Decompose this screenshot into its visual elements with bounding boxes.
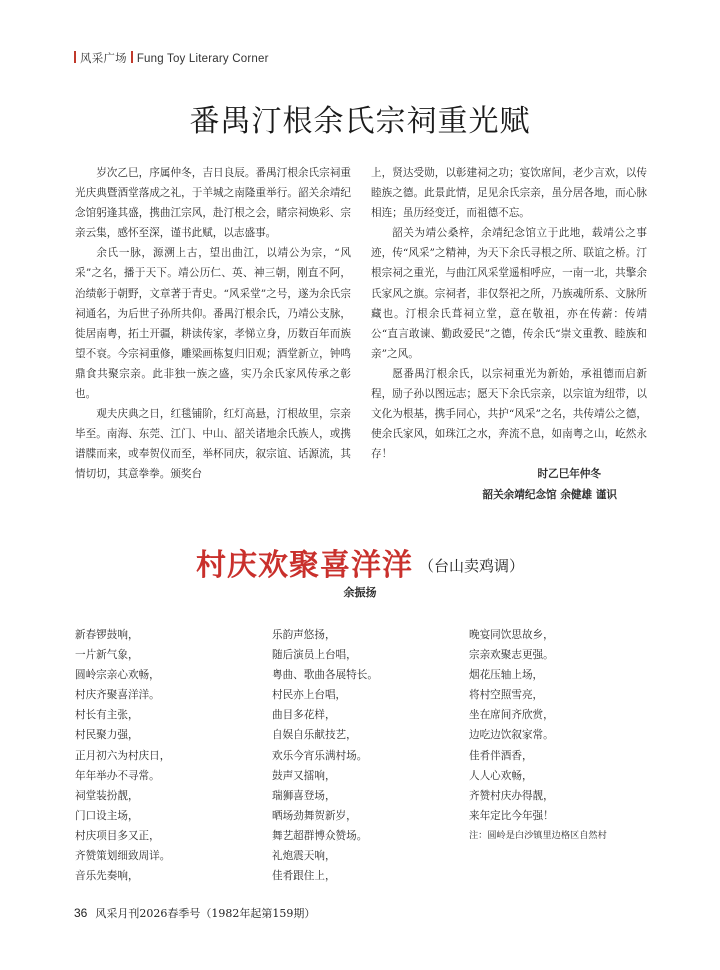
poem-line: 门口设主场，: [75, 809, 139, 822]
poem-line: 村民亦上台唱，: [272, 689, 347, 702]
poem-line: 边吃边饮叙家常。: [469, 729, 554, 742]
poem-line: 粤曲、歌曲各展特长。: [272, 669, 378, 682]
poem-title-block: [0, 540, 720, 584]
poem-line: 礼炮震天响，: [272, 850, 336, 863]
poem-line: 人人心欢畅，: [469, 769, 533, 782]
header-divider-bar: [131, 51, 133, 63]
paragraph: 岁次乙巳，序属仲冬，吉日良辰。番禺汀根余氏宗祠重光庆典暨酒堂落成之礼，于羊城之南隆重举行。韶关余靖纪念馆躬逢其盛，携曲江宗风，赴汀根之会，睹宗祠焕彩、宗亲云集，感怀至深，谨书此赋，以志盛事。: [75, 167, 351, 240]
article-date: 时乙巳年仲冬: [537, 468, 601, 481]
article-right-column: [371, 163, 647, 505]
poem-line: 舞艺超群博众赞场。: [272, 829, 368, 842]
paragraph: 愿番禺汀根余氏，以宗祠重光为新始，承祖德而启新程，励子孙以图远志；愿天下余氏宗亲，以宗谊为纽带，以文化为根基，携手同心，共护“风采”之名，共传靖公之德，使余氏家风，如珠江之水，奔流不息，如南粤之山，屹然永存！: [371, 367, 647, 461]
poem-line: 坐在席间齐欣赏，: [469, 709, 554, 722]
poem-line: 村民聚力强，: [75, 729, 139, 742]
poem-line: 村长有主张，: [75, 709, 139, 722]
poem-line: 随后演员上台唱，: [272, 649, 357, 662]
poem-line: 齐赞策划细致周详。: [75, 850, 171, 863]
poem-line: 圆岭宗亲心欢畅，: [75, 669, 160, 682]
poem-line: 来年定比今年强！: [469, 809, 554, 822]
paragraph: 观夫庆典之日，红毯铺阶，红灯高悬，汀根故里，宗亲毕至。南海、东莞、江门、中山、韶关诸地余氏族人，或携谱牒而来，或奉贺仪而至，举杯同庆，叙宗谊、话源流，其情切切，其意拳拳。颁奖台: [75, 408, 351, 481]
poem-column-3: [469, 625, 607, 846]
section-name-en: Fung Toy Literary Corner: [136, 53, 269, 65]
poem-line: 齐赞村庆办得靓，: [469, 789, 554, 802]
poem-title: 村庆欢聚喜洋洋: [195, 548, 413, 583]
section-header: [74, 50, 269, 66]
article-signature: 韶关余靖纪念馆 余健雄 谨识: [482, 488, 617, 501]
section-name-cn: 风采广场: [80, 53, 127, 65]
poem-line: 年年举办不寻常。: [75, 769, 160, 782]
poem-line: 欢乐今宵乐满村场。: [272, 749, 368, 762]
poem-subtitle: （台山卖鸡调）: [418, 557, 524, 575]
poem-line: 村庆项目多又正，: [75, 829, 160, 842]
poem-line: 鼓声又擂响，: [272, 769, 336, 782]
poem-line: 祠堂装扮靓，: [75, 789, 139, 802]
poem-line: 音乐先奏响，: [75, 870, 139, 883]
header-divider-bar: [74, 51, 76, 63]
paragraph: 余氏一脉，源溯上古，望出曲江，以靖公为宗，“风采”之名，播于天下。靖公历仁、英、神三朝，刚直不阿，治绩彰于朝野，文章著于青史。“风采堂”之号，遂为余氏宗祠通名，为后世子孙所共仰。番禺汀根余氏，乃靖公支脉，徙居南粤，拓土开疆，耕读传家，孝悌立身，历数百年而族望不衰。今宗祠重修，雕梁画栋复归旧观；酒堂新立，钟鸣鼎食共聚宗亲。此非独一族之盛，实乃余氏家风传承之彰也。: [75, 247, 351, 401]
poem-line: 佳肴伴酒香，: [469, 749, 533, 762]
poem-line: 一片新气象，: [75, 649, 139, 662]
poem-author: 余振扬: [343, 586, 377, 599]
poem-line: 村庆齐聚喜洋洋。: [75, 689, 160, 702]
poem-line: 烟花压轴上场，: [469, 669, 544, 682]
article-title: 番禺汀根余氏宗祠重光赋: [189, 104, 531, 139]
poem-line: 佳肴跟住上，: [272, 870, 336, 883]
poem-line: 宗亲欢聚志更强。: [469, 649, 554, 662]
poem-line: 晒场劲舞贺新岁，: [272, 809, 357, 822]
poem-line: 新春锣鼓响，: [75, 629, 139, 641]
paragraph: 上，贤达受勋，以彰建祠之功；宴饮席间，老少言欢，以传睦族之德。此景此情，足见余氏宗亲，虽分居各地，而心脉相连；虽历经变迁，而祖德不忘。: [371, 167, 647, 220]
poem-line: 正月初六为村庆日，: [75, 749, 171, 762]
poem-line: 瑞狮喜登场，: [272, 789, 336, 802]
page-footer: [74, 905, 315, 921]
poem-line: 将村空照雪亮，: [469, 689, 544, 702]
poem-column-1: [75, 625, 170, 886]
poem-line: 乐韵声悠扬，: [272, 629, 336, 641]
poem-note: 注：圆岭是白沙镇里边格区自然村: [469, 829, 607, 841]
article-left-column: [75, 163, 351, 485]
paragraph: 韶关为靖公桑梓，余靖纪念馆立于此地，载靖公之事迹，传“风采”之精神，为天下余氏寻根之所、联谊之桥。汀根宗祠之重光，与曲江风采堂遥相呼应，一南一北，共擎余氏家风之旗。宗祠者，非仅祭祀之所，乃族魂所系、文脉所藏也。汀根余氏葺祠立堂，意在敬祖，亦在传薪：传靖公“直言敢谏、勤政爱民”之德，传余氏“崇文重教、睦族和亲”之风。: [371, 227, 647, 360]
poem-line: 自娱自乐献技艺，: [272, 729, 357, 742]
poem-line: 晚宴同饮思故乡，: [469, 629, 554, 641]
page-number: 36: [74, 906, 88, 920]
poem-column-2: [272, 625, 378, 886]
poem-line: 曲目多花样，: [272, 709, 336, 722]
publication-info: 风采月刊2026春季号（1982年起第159期）: [95, 907, 316, 920]
